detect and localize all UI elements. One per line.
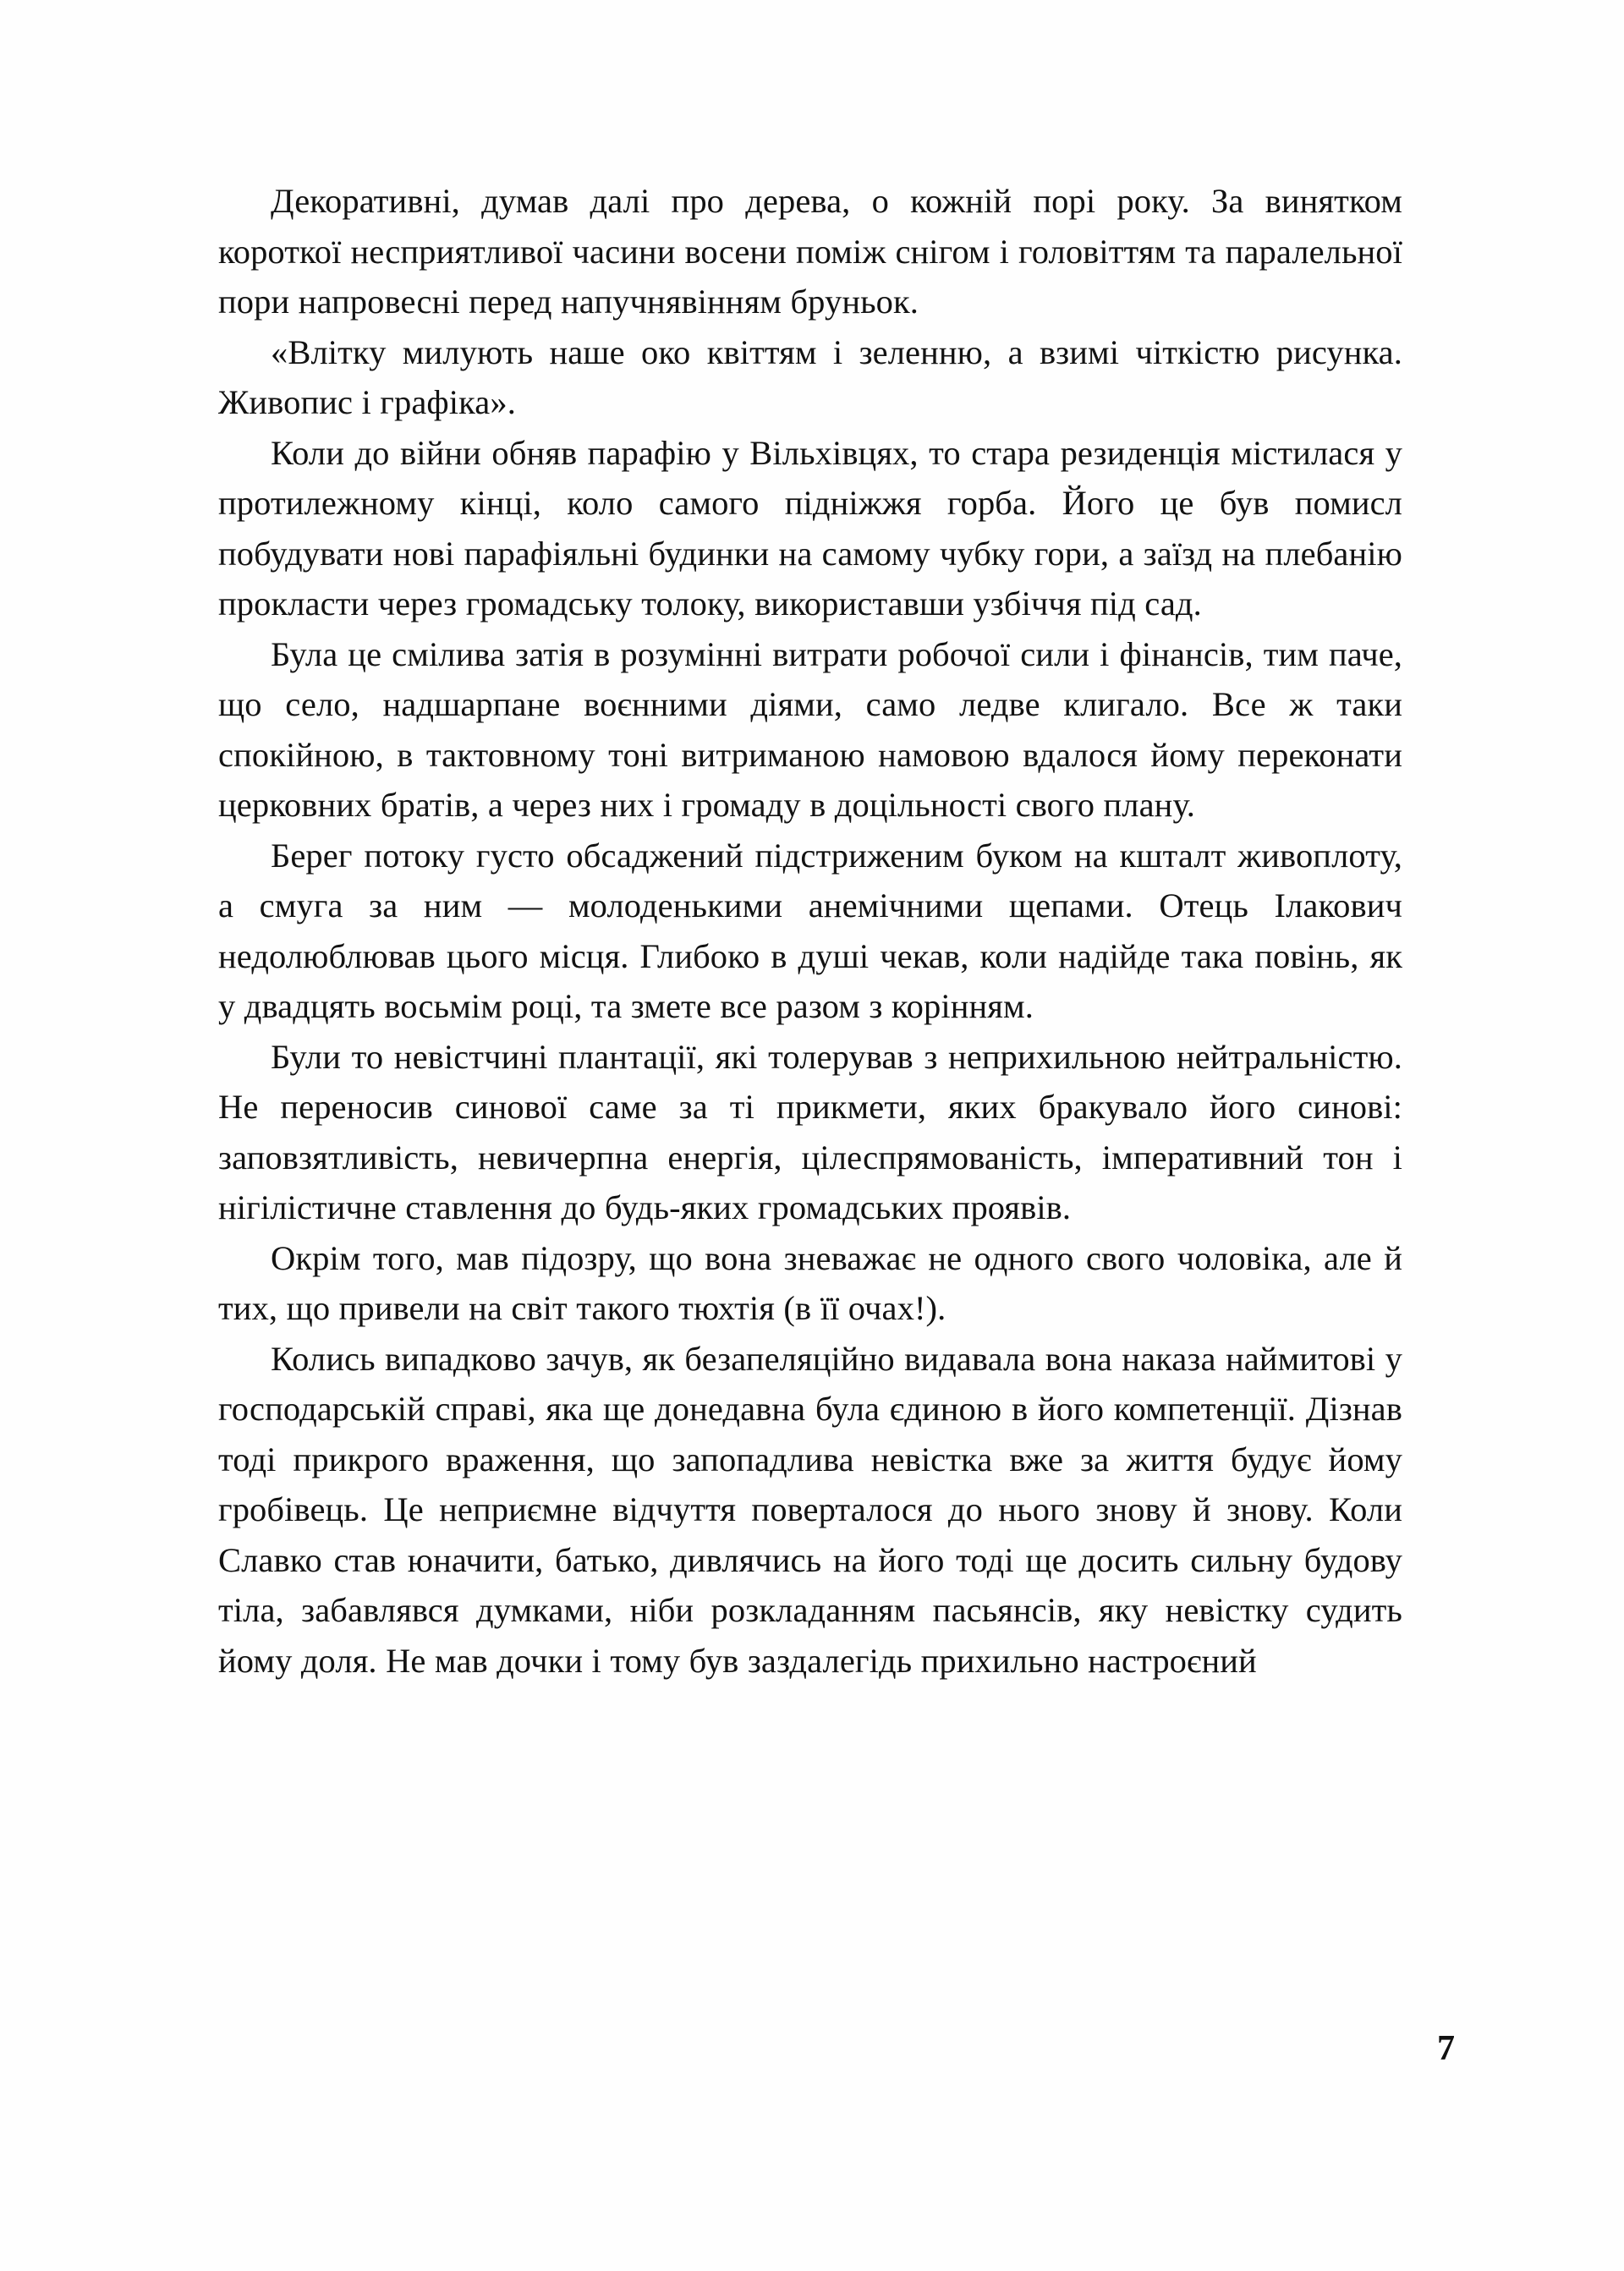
paragraph: Берег потоку густо обсаджений підстриженим буком на кшталт живоплоту, а смуга за ним — молоденькими анемічними щепами. Отець Ілакович недолюблював цього місця. Глибоко в душі чекав, коли надійде така повінь, як у двадцять восьмім році, та змете все разом з корінням. — [218, 836, 1402, 1025]
paragraph: Окрім того, мав підозру, що вона зневажає не одного свого чоловіка, але й тих, що привели на світ такого тюхтія (в її очах!). — [218, 1238, 1402, 1327]
paragraph: Була це смілива затія в розумінні витрати робочої сили і фінансів, тим паче, що село, надшарпане воєнними діями, само ледве клигало. Все ж таки спокійною, в тактовному тоні витриманою намовою вдалося йому переконати церковних братів, а через них і громаду в доцільності свого плану. — [218, 634, 1402, 824]
paragraph: Були то невістчині плантації, які толерував з неприхильною нейтральністю. Не переносив синової саме за ті прикмети, яких бракувало його синові: заповзятливість, невичерпна енергія, цілеспрямованість, імперативний тон і нігілістичне ставлення до будь-яких громадських проявів. — [218, 1037, 1402, 1226]
paragraph: Декоративні, думав далі про дерева, о кожній порі року. За винятком короткої несприятливої часини восени поміж снігом і головіттям та паралельної пори напровесні перед напучнявінням бруньок. — [218, 182, 1402, 321]
paragraph: «Влітку милують наше око квіттям і зеленню, а взимі чіткістю рисунка. Живопис і графіка». — [218, 332, 1402, 421]
page-text-block — [218, 176, 1402, 1686]
paragraph: Колись випадково зачув, як безапеляційно видавала вона наказа наймитові у господарській справі, яка ще донедавна була єдиною в його компетенції. Дізнав тоді прикрого враження, що запопадлива невістка вже за життя будує йому гробівець. Це неприємне відчуття поверталося до нього знову й знову. Коли Славко став юначити, батько, дивлячись на його тоді ще досить сильну будову тіла, забавлявся думками, ніби розкладанням пасьянсів, яку невістку судить йому доля. Не мав дочки і тому був заздалегідь прихильно настроєний — [218, 1339, 1402, 1680]
paragraph: Коли до війни обняв парафію у Вільхівцях, то стара резиденція містилася у протилежному кінці, коло самого підніжжя горба. Його це був помисл побудувати нові парафіяльні будинки на самому чубку гори, а заїзд на плебанію прокласти через громадську толоку, використавши узбіччя під сад. — [218, 433, 1402, 623]
page-number: 7 — [1437, 2029, 1455, 2068]
